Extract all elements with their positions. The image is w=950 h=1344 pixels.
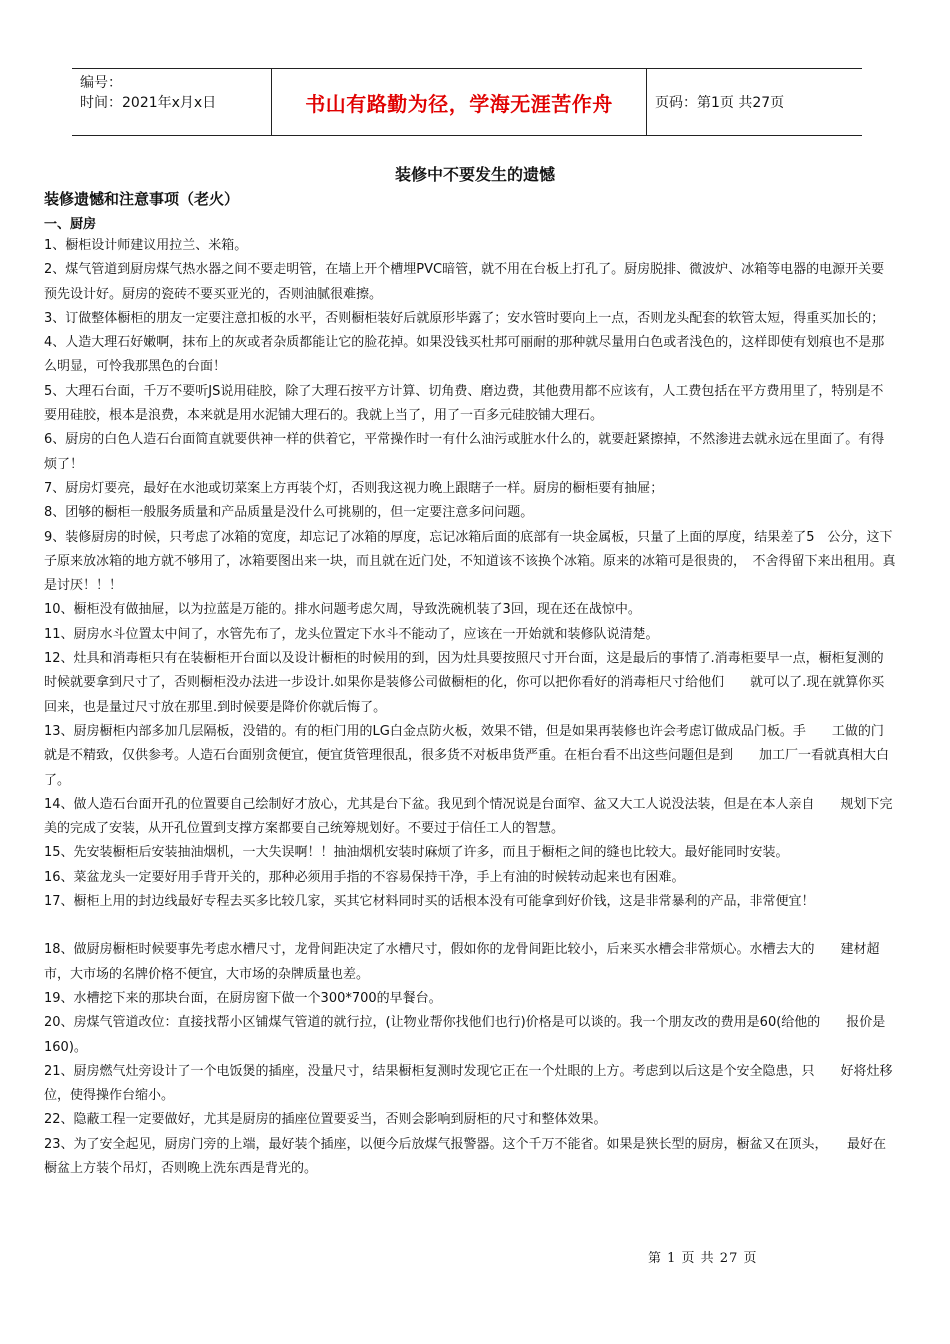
document-subtitle: 装修遗憾和注意事项（老火） (44, 190, 240, 208)
list-item: 19、水槽挖下来的那块台面，在厨房窗下做一个300*700的早餐台。 (44, 990, 442, 1006)
list-item: 22、隐蔽工程一定要做好，尤其是厨房的插座位置要妥当，否则会影响到厨柜的尺寸和整体效果。 (44, 1112, 607, 1128)
list-item: 15、先安装橱柜后安装抽油烟机，一大失误啊！！抽油烟机安装时麻烦了许多，而且于橱柜之间的缝也比较大。最好能同时安装。 (44, 845, 789, 861)
list-item: 10、橱柜没有做抽屉，以为拉蓝是万能的。排水问题考虑欠周，导致洗碗机装了3回，现在还在战惊中。 (44, 602, 641, 618)
document-title: 装修中不要发生的遗憾 (394, 165, 555, 184)
list-item: 7、厨房灯要亮，最好在水池或切菜案上方再装个灯，否则我这视力晚上跟瞎子一样。厨房的橱柜要有抽屉； (44, 480, 664, 496)
header-motto: 书山有路勤为径，学海无涯苦作舟 (272, 69, 647, 135)
document-body (44, 234, 896, 1181)
list-item: 3、订做整体橱柜的朋友一定要注意扣板的水平，否则橱柜装好后就原形毕露了；安水管时要向上一点，否则龙头配套的软管太短，得重买加长的； (44, 310, 885, 326)
list-item: 9、装修厨房的时候，只考虑了冰箱的宽度，却忘记了冰箱的厚度，忘记冰箱后面的底部有一块金属板，只量了上面的厚度，结果差了5 公分，这下子原来放冰箱的地方就不够用了，冰箱要图出来一块，而且就在近门处，不知道该不该换个冰箱。原来的冰箱可是很贵的， 不舍得留下来出租用。真是讨厌！！！ (44, 529, 896, 594)
list-item: 21、厨房燃气灶旁设计了一个电饭煲的插座，没量尺寸，结果橱柜复测时发现它正在一个灶眼的上方。考虑到以后这是个安全隐患，只 好将灶移位，使得操作台缩小。 (44, 1063, 893, 1104)
page-footer: 第 1 页 共 27 页 (648, 1251, 758, 1266)
list-item: 6、厨房的白色人造石台面简直就要供神一样的供着它，平常操作时一有什么油污或脏水什么的，就要赶紧擦掉，不然渗进去就永远在里面了。有得烦了！ (44, 432, 885, 472)
list-item: 5、大理石台面，千万不要听JS说用硅胶，除了大理石按平方计算、切角费、磨边费，其他费用都不应该有，人工费包括在平方费用里了，特别是不要用硅胶，根本是浪费，本来就是用水泥铺大理石的。我就上当了，用了一百多元硅胶铺大理石。 (44, 383, 884, 424)
number-label: 编号： (80, 75, 122, 91)
list-item: 16、菜盆龙头一定要好用手背开关的，那种必须用手指的不容易保持干净，手上有油的时候转动起来也有困难。 (44, 869, 685, 885)
section-heading: 一、厨房 (44, 217, 97, 232)
paragraph-gap (44, 914, 896, 938)
list-item: 11、厨房水斗位置太中间了，水管先布了，龙头位置定下水斗不能动了，应该在一开始就和装修队说清楚。 (44, 626, 659, 642)
list-item: 17、橱柜上用的封边线最好专程去买多比较几家，买其它材料同时买的话根本没有可能拿到好价钱，这是非常暴利的产品，非常便宜！ (44, 894, 815, 910)
list-item: 8、团够的橱柜一般服务质量和产品质量是没什么可挑剔的，但一定要注意多问问题。 (44, 505, 534, 521)
list-item: 12、灶具和消毒柜只有在装橱柜开台面以及设计橱柜的时候用的到，因为灶具要按照尺寸开台面，这是最后的事情了.消毒柜要早一点，橱柜复测的时候就要拿到尺寸了，否则橱柜没办法进一步设计.如果你是装修公司做橱柜的化，你可以把你看好的消毒柜尺寸给他们 就可以了.现在就算你买回来，也是量过尺寸放在那里.到时候要是降价你就后悔了。 (44, 651, 885, 715)
header-table (72, 68, 862, 136)
list-item: 18、做厨房橱柜时候要事先考虑水槽尺寸，龙骨间距决定了水槽尺寸，假如你的龙骨间距比较小，后来买水槽会非常烦心。水槽去大的 建材超市，大市场的名牌价格不便宜，大市场的杂牌质量也差。 (44, 942, 880, 982)
list-item: 2、煤气管道到厨房煤气热水器之间不要走明管，在墙上开个槽埋PVC暗管，就不用在台板上打孔了。厨房脱排、微波炉、冰箱等电器的电源开关要预先设计好。厨房的瓷砖不要买亚光的，否则油腻很难擦。 (44, 262, 885, 302)
list-item: 1、橱柜设计师建议用拉兰、米箱。 (44, 238, 248, 253)
list-item: 13、厨房橱柜内部多加几层隔板，没错的。有的柜门用的LG白金点防火板，效果不错，但是如果再装修也许会考虑订做成品门板。手 工做的门就是不精致，仅供参考。人造石台面别贪便宜，便宜货管理很乱，很多货不对板串货严重。在柜台看不出这些问题但是到 加工厂一看就真相大白了。 (44, 723, 890, 788)
time-label: 时间：2021年x月x日 (80, 95, 217, 111)
list-item: 14、做人造石台面开孔的位置要自己绘制好才放心，尤其是台下盆。我见到个情况说是台面窄、盆又大工人说没法装，但是在本人亲自 规划下完美的完成了安装，从开孔位置到支撑方案都要自己统筹规划好。不要过于信任工人的智慧。 (44, 796, 893, 837)
header-page-label: 页码：第1页 共27页 (655, 95, 785, 111)
header-meta (72, 69, 272, 135)
list-item: 23、为了安全起见，厨房门旁的上端，最好装个插座，以便今后放煤气报警器。这个千万不能省。如果是狭长型的厨房，橱盆又在顶头， 最好在橱盆上方装个吊灯，否则晚上洗东西是背光的。 (44, 1136, 887, 1176)
list-item: 4、人造大理石好嫩啊，抹布上的灰或者杂质都能让它的脸花掉。如果没钱买杜邦可丽耐的那种就尽量用白色或者浅色的，这样即使有划痕也不是那么明显，可怜我那黑色的台面！ (44, 335, 885, 375)
list-item: 20、房煤气管道改位：直接找帮小区铺煤气管道的就行拉，(让物业帮你找他们也行)价格是可以谈的。我一个朋友改的费用是60(给他的 报价是160)。 (44, 1015, 886, 1055)
